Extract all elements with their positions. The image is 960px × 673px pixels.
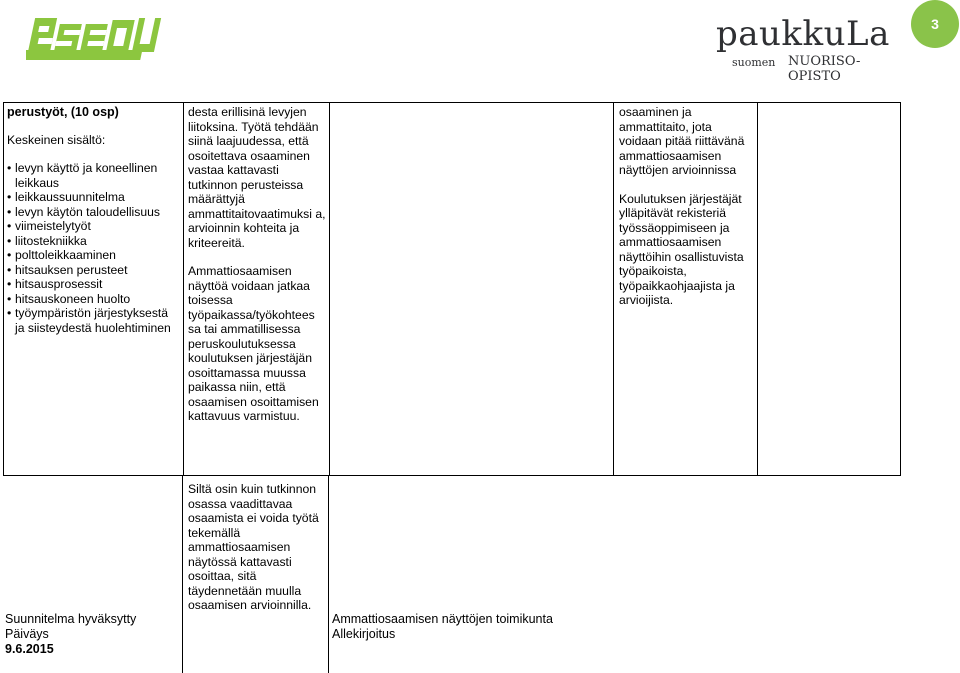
list-item: • viimeistelytyöt — [7, 219, 179, 234]
column-divider — [182, 475, 183, 673]
paragraph: Koulutuksen järjestäjät ylläpitävät rekisteriä työssäoppimiseen ja ammattiosaamisen näyttöihin osallistuvista työpaikoista, työpaikkaohjaajista ja arvioijista. — [619, 191, 744, 307]
column-4-cell — [619, 105, 755, 308]
paukkula-logo-word: paukkuLa — [716, 14, 890, 54]
esedu-logo — [26, 14, 172, 64]
column-divider — [757, 103, 758, 475]
list-item: • työympäristön järjestyksestä ja siisteydestä huolehtiminen — [7, 306, 179, 335]
paragraph: desta erillisinä levyjen liitoksina. Työtä tehdään siinä laajuudessa, että osoitettava osaaminen vastaa kattavasti tutkinnon perusteissa määrättyjä ammattitaitovaatimuksi a, arvioinnin kohteita ja kriteereitä. — [188, 105, 326, 250]
list-item: • liitostekniikka — [7, 234, 179, 249]
column-divider — [613, 103, 614, 475]
committee-label: Ammattiosaamisen näyttöjen toimikunta — [332, 612, 553, 626]
paukkula-logo — [716, 14, 894, 84]
column-1-cell — [7, 105, 179, 335]
plan-approved-label: Suunnitelma hyväksytty — [5, 612, 137, 626]
list-item: • polttoleikkaaminen — [7, 248, 179, 263]
paukkula-logo-sub-right: NUORISO-OPISTO — [788, 54, 861, 84]
paragraph: Ammattiosaamisen näyttöä voidaan jatkaa toisessa työpaikassa/työkohtees sa tai ammatillisessa peruskoulutuksessa koulutuksen järjestäjän osoittamassa muussa paikassa niin, että osaamisen osoittamisen kattavuus varmistuu. — [188, 264, 319, 423]
list-item: • leikkaussuunnitelma — [7, 190, 179, 205]
column-2-continuation — [188, 482, 326, 613]
list-item: • hitsauskoneen huolto — [7, 292, 179, 307]
column-2-cell — [188, 105, 326, 424]
paukkula-logo-sub-left: suomen — [732, 56, 776, 69]
column-divider — [183, 103, 184, 475]
content-subheading: Keskeinen sisältö: — [7, 132, 106, 147]
list-item: • levyn käytön taloudellisuus — [7, 205, 179, 220]
column-divider — [328, 475, 329, 673]
list-item: • hitsausprosessit — [7, 277, 179, 292]
content-table — [3, 102, 901, 476]
list-item: • levyn käyttö ja koneellinen leikkaus — [7, 161, 179, 190]
committee-block — [332, 612, 632, 642]
approval-block — [5, 612, 181, 657]
list-item: • hitsauksen perusteet — [7, 263, 179, 278]
content-list — [7, 161, 179, 335]
paragraph: osaaminen ja ammattitaito, jota voidaan pitää riittävänä ammattiosaamisen näyttöjen arvioinnissa — [619, 105, 745, 177]
date-label: Päiväys — [5, 627, 49, 641]
column-divider — [329, 103, 330, 475]
signature-label: Allekirjoitus — [332, 627, 396, 641]
module-heading: perustyöt, (10 osp) — [7, 105, 119, 119]
date-value: 9.6.2015 — [5, 642, 54, 656]
page-number-badge: 3 — [911, 0, 959, 48]
paragraph: Siltä osin kuin tutkinnon osassa vaadittavaa osaamista ei voida työtä tekemällä ammattiosaamisen näytössä kattavasti osoittaa, sitä täydennetään muulla osaamisen arvioinnilla. — [188, 482, 319, 612]
